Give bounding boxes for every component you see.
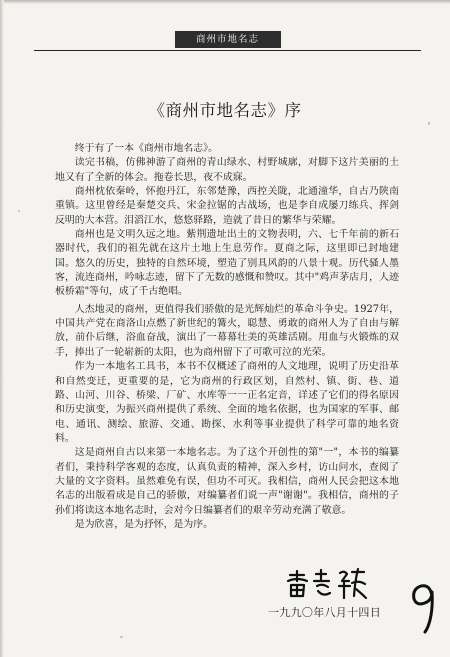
handwritten-signature — [282, 567, 368, 601]
paragraph-8: 是为欣喜，是为抒怀，是为序。 — [74, 518, 214, 530]
preface-date: 一九九〇年八月十四日 — [268, 606, 381, 619]
preface-body — [55, 142, 399, 532]
paragraph-3: 商州枕依秦岭，怀抱丹江，东邻楚豫，西控关陇，北通潼华，自古乃陕南重镇。这里曾经是秦楚交兵、宋金拉锯的古战场，也是李自成屡刀练兵、挥剑反明的大本营。泪滔江水，悠悠驿路，造就了昔日的繁华与荣耀。 — [55, 186, 399, 226]
scan-speck — [428, 122, 430, 125]
paragraph-7: 这是商州自古以来第一本地名志。为了这个开创性的第"一"，本书的编纂者们，秉持科学客观的态度，认真负责的精神，深入乡村，访山问水，查阅了大量的文字资料。虽然难免有误，但功不可灭。我相信，商州人民会把这本地名志的出版看成是自己的骄傲，对编纂者们说一声"谢谢"。我相信，商州的子孙们将读这本地名志时，会对今日编纂者们的艰辛劳动充满了敬意。 — [55, 447, 399, 516]
scan-edge-top — [0, 0, 450, 4]
paragraph-1: 终于有了一本《商州市地名志》。 — [74, 143, 218, 154]
paragraph-6: 作为一本地名工具书，本书不仅概述了商州的人文地理，说明了历史沿革和自然变迁，更重要的是，它为商州的行政区划，自然村、镇、街、巷、道路、山河、川谷、桥梁、厂矿、水库等一一正名定音，详述了它们的得名原因和历史演变，为振兴商州提供了系统、全面的地名依据，也为国家的军事、邮电、通讯、测绘、旅游、交通、勘探、水利等事业提供了科学可靠的地名资料。 — [55, 361, 399, 444]
paragraph-2: 读完书稿，仿佛神游了商州的青山绿水、村野城廓，对脚下这片美丽的土地又有了全新的体会。拖卷长思，夜不成寐。 — [55, 157, 399, 183]
scan-speck — [18, 210, 20, 212]
paragraph-4: 商州也是文明久远之地。紫荆遗址出土的文物表明，六、七千年前的新石器时代，我们的祖先就在这片土地上生息劳作。夏商之际，这里即已封地建国。悠久的历史，独特的自然环境，塑造了别具风韵的八景十观。历代骚人墨客，流连商州，吟咏志迹，留下了无数的感慨和赞叹。其中"鸡声茅店月，人迹板桥霜"等句，成了千古绝唱。 — [55, 229, 399, 298]
paragraph-5: 人杰地灵的商州，更值得我们骄傲的是光辉灿烂的革命斗争史。1927年，中国共产党在商洛山点燃了新世纪的篝火，聪慧、勇敢的商州人为了自由与解放，前仆后继，浴血奋战，演出了一幕幕壮美的英雄活剧。用血与火锻炼的双手，捧出了一轮崭新的太阳，也为商州留下了可歌可泣的光荣。 — [55, 303, 399, 358]
running-title: 商州市地名志 — [175, 31, 281, 48]
scan-speck — [120, 636, 123, 638]
handwritten-page-mark — [408, 578, 440, 634]
scan-edge-left — [0, 0, 4, 657]
running-header — [34, 28, 421, 51]
preface-title: 《商州市地名志》序 — [148, 101, 302, 120]
